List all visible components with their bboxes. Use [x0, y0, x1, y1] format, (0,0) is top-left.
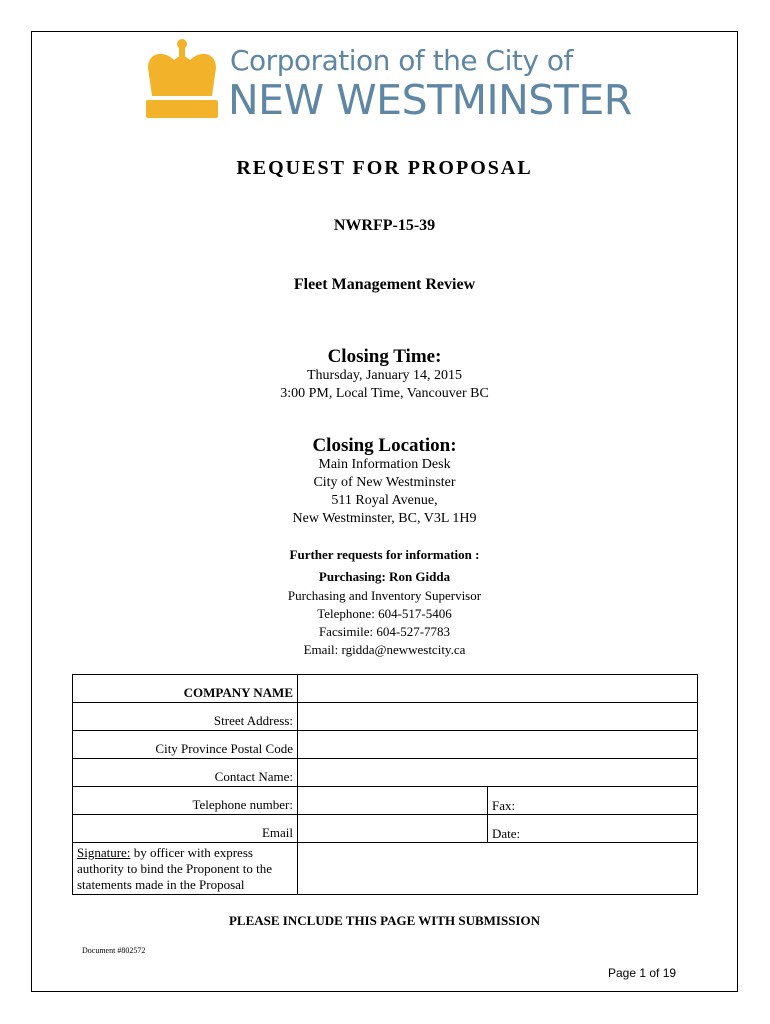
document-heading: REQUEST FOR PROPOSAL: [236, 157, 533, 179]
contact-telephone: Telephone: 604-517-5406: [317, 606, 452, 621]
company-name-field[interactable]: [298, 675, 698, 703]
contact-email: Email: rgidda@newwestcity.ca: [303, 642, 466, 657]
page-number: Page 1 of 19: [608, 966, 677, 980]
city-province-label: City Province Postal Code: [73, 731, 298, 759]
date-label: Date:: [492, 826, 521, 841]
fax-field[interactable]: [488, 787, 698, 815]
email-field[interactable]: [298, 815, 488, 843]
location-line: Main Information Desk: [318, 457, 451, 472]
closing-time-label: Closing Time:: [327, 346, 442, 367]
fax-label: Fax:: [492, 798, 516, 813]
signature-label: Signature:: [77, 845, 131, 860]
city-province-field[interactable]: [298, 731, 698, 759]
street-address-field[interactable]: [298, 703, 698, 731]
document-number: Document #802572: [82, 946, 146, 955]
closing-hour: 3:00 PM, Local Time, Vancouver BC: [280, 386, 489, 401]
table-row: [73, 703, 698, 731]
signature-field[interactable]: [298, 843, 698, 895]
project-title: Fleet Management Review: [293, 276, 476, 293]
table-row: [73, 787, 698, 815]
contact-label: Further requests for information :: [289, 547, 480, 562]
rfp-number: NWRFP-15-39: [333, 217, 436, 234]
contact-title: Purchasing and Inventory Supervisor: [287, 588, 482, 603]
proponent-form: [72, 674, 698, 895]
contact-name: Purchasing: Ron Gidda: [318, 569, 451, 584]
date-field[interactable]: [488, 815, 698, 843]
table-row: [73, 731, 698, 759]
location-line: 511 Royal Avenue,: [331, 493, 438, 508]
telephone-label: Telephone number:: [73, 787, 298, 815]
closing-date: Thursday, January 14, 2015: [306, 368, 462, 383]
signature-text: by officer with express authority to bind the Proponent to the statements made in the Proposal: [77, 845, 272, 892]
location-line: New Westminster, BC, V3L 1H9: [292, 511, 477, 526]
table-row: [73, 843, 698, 895]
logo-line-1: Corporation of the City of: [230, 44, 573, 77]
street-address-label: Street Address:: [73, 703, 298, 731]
table-row: [73, 759, 698, 787]
table-row: [73, 675, 698, 703]
contact-name-label: Contact Name:: [73, 759, 298, 787]
email-label: Email: [73, 815, 298, 843]
table-row: [73, 815, 698, 843]
city-logo: [142, 38, 632, 124]
crown-icon: [142, 38, 222, 122]
contact-facsimile: Facsimile: 604-527-7783: [318, 624, 451, 639]
submission-note: PLEASE INCLUDE THIS PAGE WITH SUBMISSION: [228, 913, 540, 928]
company-name-label: COMPANY NAME: [73, 675, 298, 703]
signature-label-cell: [73, 843, 298, 895]
closing-location-label: Closing Location:: [312, 435, 457, 456]
location-line: City of New Westminster: [313, 475, 456, 490]
logo-line-2: NEW WESTMINSTER: [228, 76, 632, 124]
contact-name-field[interactable]: [298, 759, 698, 787]
telephone-field[interactable]: [298, 787, 488, 815]
